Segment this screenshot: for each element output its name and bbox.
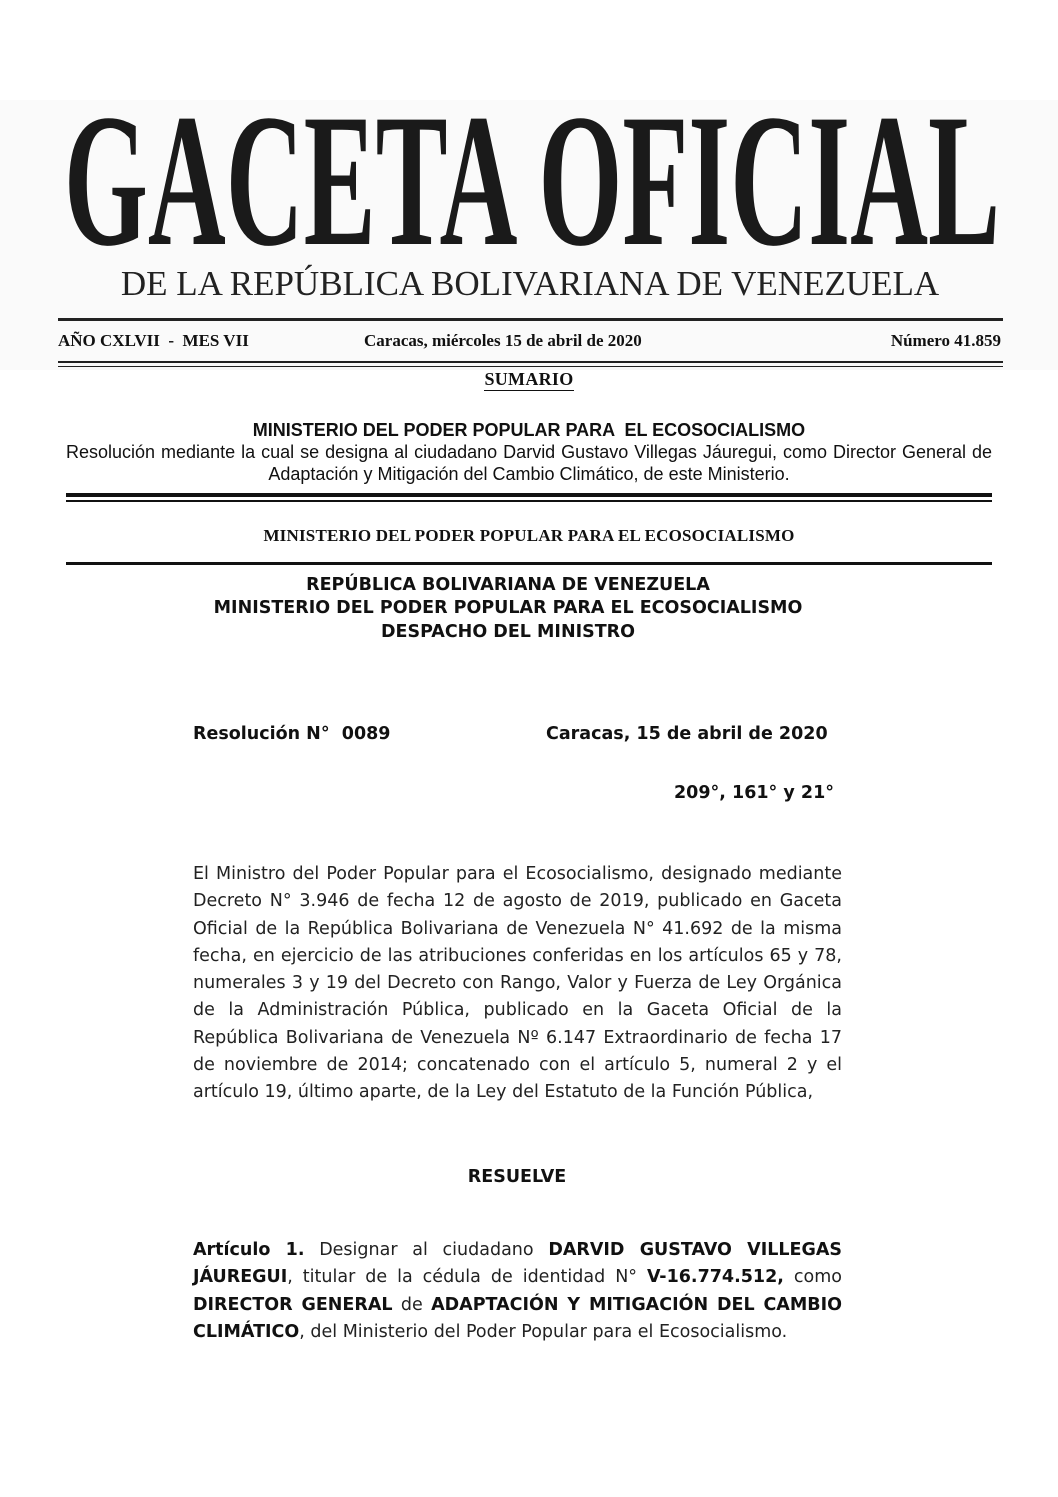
letterhead-office: DESPACHO DEL MINISTRO	[380, 622, 635, 642]
resolution-years: 209°, 161° y 21°	[674, 783, 834, 803]
article-1-text-1: Designar al ciudadano	[304, 1240, 549, 1260]
sumario-ministry-heading: MINISTERIO DEL PODER POPULAR PARA EL ECOSOCIALISMO	[252, 420, 806, 440]
letterhead-ministry: MINISTERIO DEL PODER POPULAR PARA EL ECOSOCIALISMO	[213, 598, 803, 618]
section-ministry-heading: MINISTERIO DEL PODER POPULAR PARA EL ECOSOCIALISMO	[263, 526, 795, 545]
sumario-entry: Resolución mediante la cual se designa al ciudadano Darvid Gustavo Villegas Jáuregui, como Director General de Adaptación y Mitigación del Cambio Climático, de este Ministerio.	[66, 442, 992, 484]
sumario-rule-thin	[66, 500, 992, 502]
gazette-title-wordmark	[62, 104, 1002, 264]
article-1-id-number: V-16.774.512,	[647, 1267, 784, 1288]
article-1-text-3: como	[783, 1267, 842, 1288]
article-1-label: Artículo 1.	[193, 1240, 305, 1260]
section-rule	[66, 562, 992, 565]
article-1-appointee-name: DARVID GUSTAVO VILLEGAS JÁUREGUI	[193, 1240, 842, 1288]
article-1-text-4: de	[392, 1294, 432, 1315]
issue-date: Caracas, miércoles 15 de abril de 2020	[364, 331, 642, 350]
issue-rule-bottom	[58, 366, 1003, 367]
article-1-unit: ADAPTACIÓN Y MITIGACIÓN DEL CAMBIO CLIMÁTICO	[193, 1294, 842, 1342]
article-1-role: DIRECTOR GENERAL	[193, 1294, 393, 1315]
article-1-text-2: , titular de la cédula de identidad N°	[287, 1267, 648, 1288]
article-1-text-5: , del Ministerio del Poder Popular para el Ecosocialismo.	[299, 1321, 788, 1342]
sumario-label: SUMARIO	[484, 369, 574, 389]
gazette-title	[62, 104, 1002, 264]
article-1	[193, 1237, 842, 1346]
resolution-date: Caracas, 15 de abril de 2020	[546, 724, 828, 744]
sumario-rule-thick	[66, 493, 992, 497]
gazette-subtitle: DE LA REPÚBLICA BOLIVARIANA DE VENEZUELA	[120, 264, 940, 303]
issue-year-month: AÑO CXLVII - MES VII	[58, 331, 249, 350]
svg-text:GACETA OFICIAL: GACETA OFICIAL	[64, 104, 1001, 264]
issue-number: Número 41.859	[890, 331, 1001, 350]
resuelve-heading: RESUELVE	[467, 1167, 567, 1187]
letterhead-republic: REPÚBLICA BOLIVARIANA DE VENEZUELA	[306, 575, 710, 595]
masthead-rule	[58, 318, 1003, 321]
resolution-preamble: El Ministro del Poder Popular para el Ecosocialismo, designado mediante Decreto N° 3.946 de fecha 12 de agosto de 2019, publicado en Gaceta Oficial de la República Bolivariana de Venezuela N° 41.692 de la misma fecha, en ejercicio de las atribuciones conferidas en los artículos 65 y 78, numerales 3 y 19 del Decreto con Rango, Valor y Fuerza de Ley Orgánica de la Administración Pública, publicado en la Gaceta Oficial de la República Bolivariana de Venezuela Nº 6.147 Extraordinario de fecha 17 de noviembre de 2014; concatenado con el artículo 5, numeral 2 y el artículo 19, último aparte, de la Ley del Estatuto de la Función Pública,	[193, 864, 842, 1103]
resolution-number: Resolución N° 0089	[193, 724, 391, 744]
issue-rule-top	[58, 361, 1003, 363]
